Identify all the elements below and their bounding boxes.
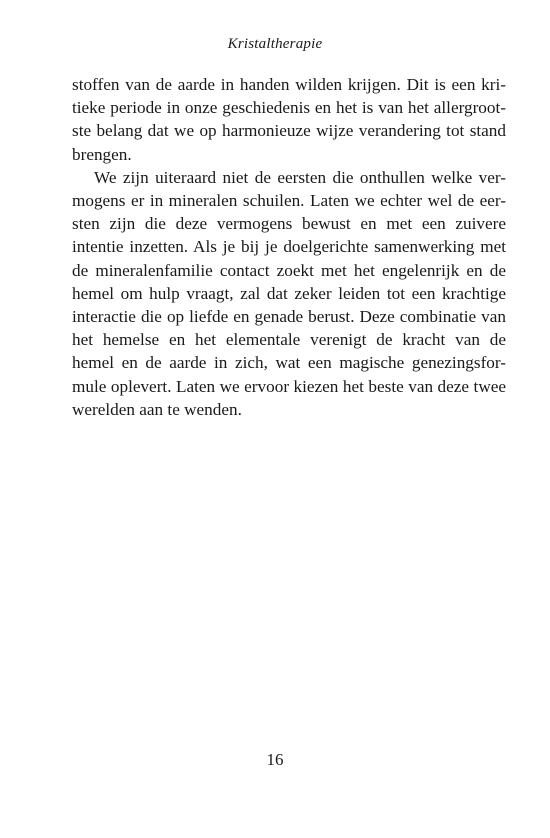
text-line: interactie die op liefde en genade berust. Deze combinatie van [72,307,506,327]
running-header: Kristaltherapie [227,36,323,52]
text-line: intentie inzetten. Als je bij je doelgerichte samenwerking met [72,237,506,257]
text-line: hemel en de aarde in zich, wat een magische genezingsfor- [72,353,506,373]
body-text [72,73,506,421]
text-line: hemel om hulp vraagt, zal dat zeker leiden tot een krachtige [72,283,506,303]
text-line: brengen. [72,144,132,164]
text-line: mule oplevert. Laten we ervoor kiezen het beste van deze twee [72,376,506,396]
text-line: mogens er in mineralen schuilen. Laten we echter wel de eer- [72,191,506,211]
text-line: het hemelse en het elementale verenigt de kracht van de [72,330,506,350]
text-line: sten zijn die deze vermogens bewust en met een zuivere [72,214,506,234]
text-line: tieke periode in onze geschiedenis en het is van het allergroot- [72,98,506,118]
text-line: de mineralenfamilie contact zoekt met het engelenrijk en de [72,260,506,280]
text-line: stoffen van de aarde in handen wilden krijgen. Dit is een kri- [72,75,506,94]
text-line: werelden aan te wenden. [72,399,242,419]
text-line: We zijn uiteraard niet de eersten die onthullen welke ver- [94,167,506,187]
page-number: 16 [266,750,284,769]
text-line: ste belang dat we op harmonieuze wijze verandering tot stand [72,121,506,141]
